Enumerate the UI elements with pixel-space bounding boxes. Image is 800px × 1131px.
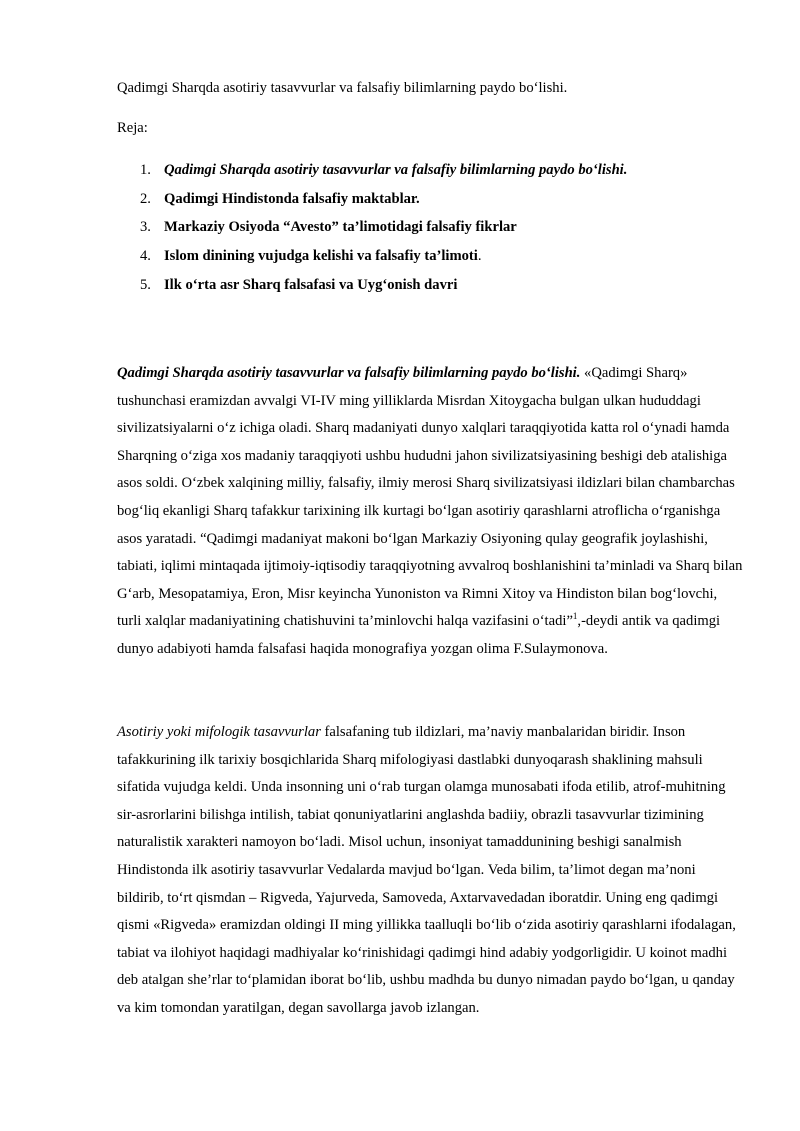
plan-item-suffix: .	[477, 248, 482, 265]
plan-label: Reja:	[117, 120, 148, 136]
plan-item	[117, 246, 743, 266]
plan-item-text: Qadimgi Hindistonda falsafiy maktablar.	[164, 190, 420, 207]
section2-paragraph	[117, 719, 743, 1023]
footnote-marker[interactable]: 1	[572, 611, 578, 622]
plan-item-text	[164, 246, 481, 266]
plan-item-number: 3.	[140, 219, 151, 236]
plan-item-text: Ilk o‘rta asr Sharq falsafasi va Uyg‘onish davri	[164, 276, 458, 293]
plan-item-text-main: Islom dinining vujudga kelishi va falsafiy ta’limoti	[164, 248, 478, 265]
plan-item-number: 5.	[140, 276, 151, 293]
document-title: Qadimgi Sharqda asotiriy tasavvurlar va falsafiy bilimlarning paydo bo‘lishi.	[117, 80, 568, 96]
section1-paragraph	[117, 360, 743, 664]
plan-item	[117, 189, 743, 209]
section1-heading: Qadimgi Sharqda asotiriy tasavvurlar va falsafiy bilimlarning paydo bo‘lishi.	[117, 365, 581, 381]
plan-item-number: 4.	[140, 248, 151, 265]
document-page	[117, 78, 743, 1016]
section2-lead: Asotiriy yoki mifologik tasavvurlar	[117, 724, 321, 740]
plan-item-number: 2.	[140, 190, 151, 207]
plan-item	[117, 217, 743, 237]
plan-item	[117, 275, 743, 295]
plan-item-text: Qadimgi Sharqda asotiriy tasavvurlar va falsafiy bilimlarning paydo bo‘lishi.	[164, 162, 628, 178]
section1-body-b: ,-deydi antik va qadimgi dunyo adabiyoti hamda falsafasi haqida monografiya yozgan olima F.Sulaymonova.	[117, 613, 721, 657]
section2-body: falsafaning tub ildizlari, ma’naviy manbalaridan biridir. Inson tafakkurining ilk tarixiy bosqichlarida Sharq mifologiyasi dastlabki dunyoqarash shaklining mahsuli sifatida vujudga keldi. Unda insonning uni o‘rab turgan olamga munosabati ifoda etilib, atrof-muhitning sir-asrorlarini bilishga intilish, tabiat qonuniyatlarini anglashda badiiy, obrazli tasavvurlar tizimining naturalistik xarakteri namoyon bo‘ladi. Misol uchun, insoniyat tamaddunining beshigi sanalmish Hindistonda ilk asotiriy tasavvurlar Vedalarda mavjud bo‘lgan. Veda bilim, ta’limot degan ma’noni bildirib, to‘rt qismdan – Rigveda, Yajurveda, Samoveda, Axtarvavedadan iboratdir. Uning eng qadimgi qismi «Rigveda» eramizdan oldingi II ming yillikka taalluqli bo‘lib o‘zida asotiriy qarashlarni ifodalagan, tabiat va ilohiyot haqidagi madhiyalar ko‘rinishidagi qadimgi hind adabiy yodgorligidir. U koinot madhi deb atalgan she’rlar to‘plamidan iborat bo‘lib, ushbu madhda bu dunyo nimadan paydo bo‘lgan, u qanday va kim tomondan yaratilgan, degan savollarga javob izlangan.	[117, 724, 736, 1016]
plan-item-text: Markaziy Osiyoda “Avesto” ta’limotidagi falsafiy fikrlar	[164, 219, 517, 236]
section1-body-a: «Qadimgi Sharq» tushunchasi eramizdan avvalgi VI-IV ming yilliklarda Misrdan Xitoygacha bulgan ulkan hududdagi sivilizatsiyalarni o‘z ichiga oladi. Sharq madaniyati dunyo xalqlari taraqqiyotida katta rol o‘ynadi hamda Sharqning o‘ziga xos madaniy taraqqiyoti ushbu hududni jahon sivilizatsiyasining beshigi deb atalishiga asos soldi. O‘zbek xalqining milliy, falsafiy, ilmiy merosi Sharq sivilizatsiyasi ildizlari bilan chambarchas bog‘liq ekanligi Sharq tafakkur tarixining ilk kurtagi bo‘lgan asotiriy qarashlarni atroflicha o‘rganishga asos yaratadi. “Qadimgi madaniyat makoni bo‘lgan Markaziy Osiyoning qulay geografik joylashishi, tabiati, iqlimi mintaqada ijtimoiy-iqtisodiy taraqqiyotning avvalroq boshlanishini ta’minladi va Sharq bilan G‘arb, Mesopatamiya, Eron, Misr keyincha Yunoniston va Rimni Xitoy va Hindiston bilan bog‘lovchi, turli xalqlar madaniyatining chatishuvini ta’minlovchi halqa vazifasini o‘tadi”	[117, 365, 743, 630]
plan-item-number: 1.	[140, 162, 151, 178]
plan-item	[117, 160, 743, 180]
plan-list	[117, 160, 743, 295]
